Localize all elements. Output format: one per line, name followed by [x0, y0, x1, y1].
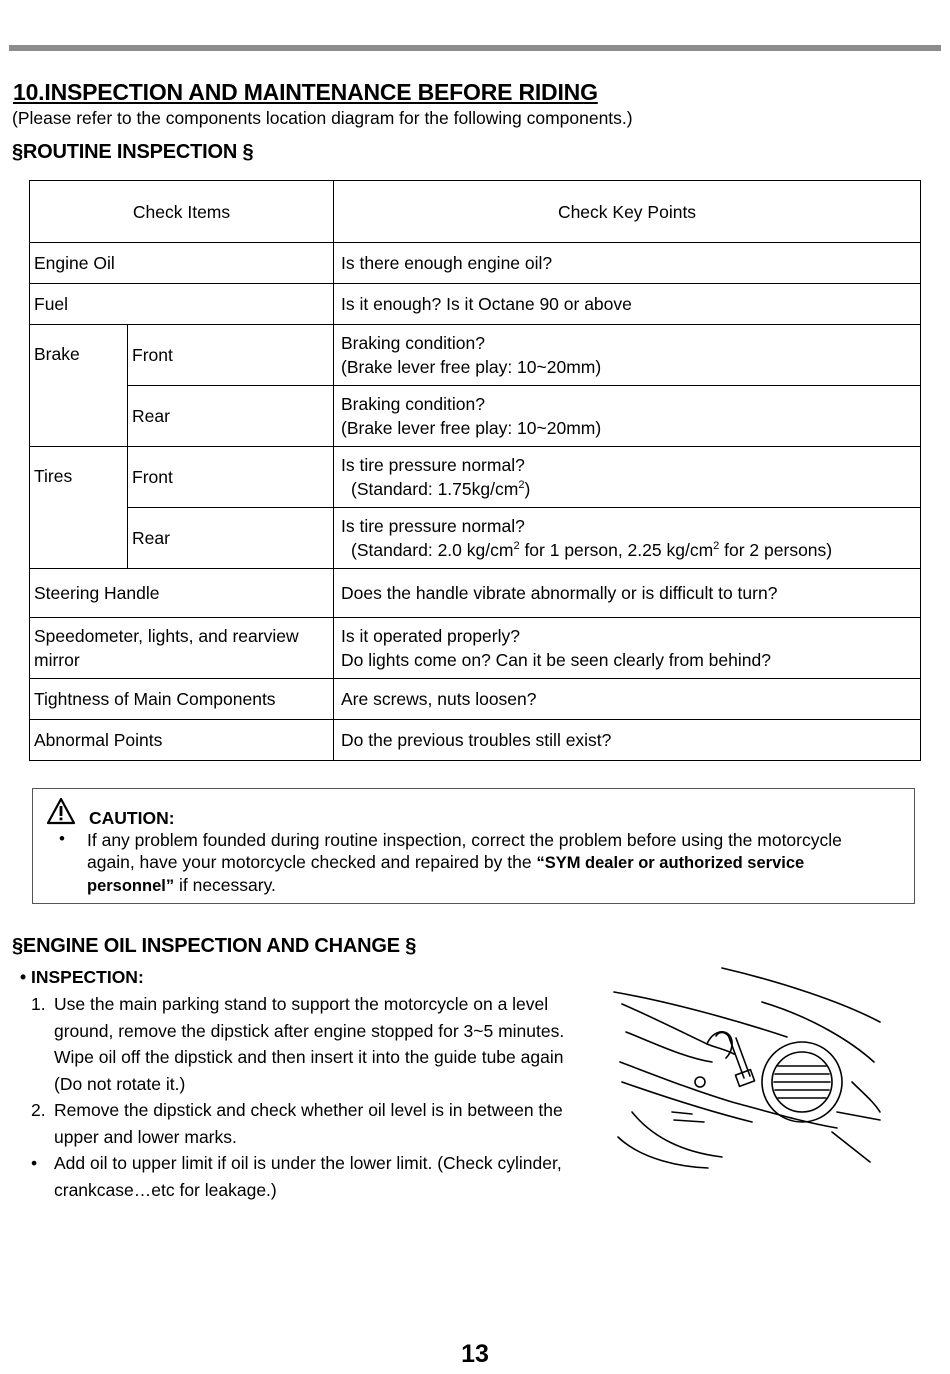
page-subtitle: (Please refer to the components location diagram for the following components.) — [12, 108, 633, 128]
item-tightness: Tightness of Main Components — [30, 679, 334, 720]
table-row — [30, 243, 921, 284]
point-line: Braking condition? — [341, 333, 485, 353]
routine-inspection-heading: §ROUTINE INSPECTION § — [12, 141, 254, 163]
point-line: (Brake lever free play: 10~20mm) — [341, 418, 602, 438]
superscript: 2 — [513, 540, 520, 553]
item-engine-oil: Engine Oil — [30, 243, 334, 284]
point-tires-front — [334, 447, 921, 508]
point-fuel: Is it enough? Is it Octane 90 or above — [334, 284, 921, 325]
caution-text-part: if necessary. — [174, 875, 276, 895]
list-item — [28, 1150, 568, 1203]
caution-box — [32, 788, 915, 904]
caution-text-part: If any problem founded during routine inspection, correct the problem before using the motorcycle again, have your motorcycle checked and repaired by the — [87, 830, 842, 872]
col-header-check-key-points: Check Key Points — [334, 181, 921, 243]
point-line: Is tire pressure normal? — [341, 516, 525, 536]
top-rule — [9, 45, 941, 51]
caution-emphasis: “SYM dealer or authorized service personnel” — [87, 854, 805, 895]
table-row — [30, 508, 921, 569]
text-part: for 1 person, 2.25 kg/cm — [519, 540, 714, 560]
item-brake: Brake — [30, 325, 128, 447]
point-line — [341, 477, 916, 501]
table-row — [30, 386, 921, 447]
item-speedometer: Speedometer, lights, and rearview mirror — [30, 618, 334, 679]
point-speedometer — [334, 618, 921, 679]
point-line — [341, 538, 916, 562]
point-brake-rear — [334, 386, 921, 447]
item-tires: Tires — [30, 447, 128, 569]
superscript: 2 — [518, 479, 525, 492]
point-tightness: Are screws, nuts loosen? — [334, 679, 921, 720]
superscript: 2 — [713, 540, 720, 553]
sub-tires-front: Front — [128, 447, 334, 508]
caution-title: CAUTION: — [89, 808, 175, 828]
point-line: Is it operated properly? — [341, 626, 520, 646]
table-row — [30, 447, 921, 508]
table-row — [30, 325, 921, 386]
item-steering: Steering Handle — [30, 569, 334, 618]
point-abnormal: Do the previous troubles still exist? — [334, 720, 921, 761]
step-text: Add oil to upper limit if oil is under the lower limit. (Check cylinder, crankcase…etc for leakage.) — [54, 1153, 562, 1200]
step-text: Use the main parking stand to support the motorcycle on a level ground, remove the dipstick after engine stopped for 3~5 minutes. Wipe oil off the dipstick and then insert it into the guide tube again (Do not rotate it.) — [54, 994, 565, 1094]
dipstick-illustration — [612, 962, 882, 1172]
step-marker: • — [31, 1153, 38, 1173]
text-part: (Standard: 1.75kg/cm — [351, 479, 519, 499]
table-row — [30, 569, 921, 618]
page-title: 10.INSPECTION AND MAINTENANCE BEFORE RIDING — [13, 79, 598, 105]
caution-bullet: • — [59, 829, 65, 848]
caution-text — [87, 829, 887, 897]
engine-oil-heading: §ENGINE OIL INSPECTION AND CHANGE § — [12, 935, 417, 957]
page-number: 13 — [461, 1340, 489, 1368]
table-header-row — [30, 181, 921, 243]
inspection-label: • INSPECTION: — [20, 967, 144, 987]
step-marker: 1. — [31, 994, 46, 1014]
step-marker: 2. — [31, 1100, 46, 1120]
step-text: Remove the dipstick and check whether oil level is in between the upper and lower marks. — [54, 1100, 563, 1147]
table-row — [30, 618, 921, 679]
list-item — [28, 1097, 568, 1150]
point-line: Braking condition? — [341, 394, 485, 414]
inspection-steps — [28, 991, 568, 1203]
item-abnormal: Abnormal Points — [30, 720, 334, 761]
point-tires-rear — [334, 508, 921, 569]
text-part: ) — [524, 479, 531, 499]
text-part: for 2 persons) — [719, 540, 833, 560]
table-row — [30, 284, 921, 325]
table-row — [30, 679, 921, 720]
sub-brake-rear: Rear — [128, 386, 334, 447]
routine-inspection-table — [29, 180, 921, 761]
point-engine-oil: Is there enough engine oil? — [334, 243, 921, 284]
col-header-check-items: Check Items — [30, 181, 334, 243]
sub-tires-rear: Rear — [128, 508, 334, 569]
point-brake-front — [334, 325, 921, 386]
list-item — [28, 991, 568, 1097]
point-line: Is tire pressure normal? — [341, 455, 525, 475]
point-steering: Does the handle vibrate abnormally or is difficult to turn? — [334, 569, 921, 618]
table-row — [30, 720, 921, 761]
warning-triangle-icon — [46, 797, 76, 825]
point-line: Do lights come on? Can it be seen clearly from behind? — [341, 650, 771, 670]
sub-brake-front: Front — [128, 325, 334, 386]
item-fuel: Fuel — [30, 284, 334, 325]
point-line: (Brake lever free play: 10~20mm) — [341, 357, 602, 377]
text-part: (Standard: 2.0 kg/cm — [351, 540, 514, 560]
